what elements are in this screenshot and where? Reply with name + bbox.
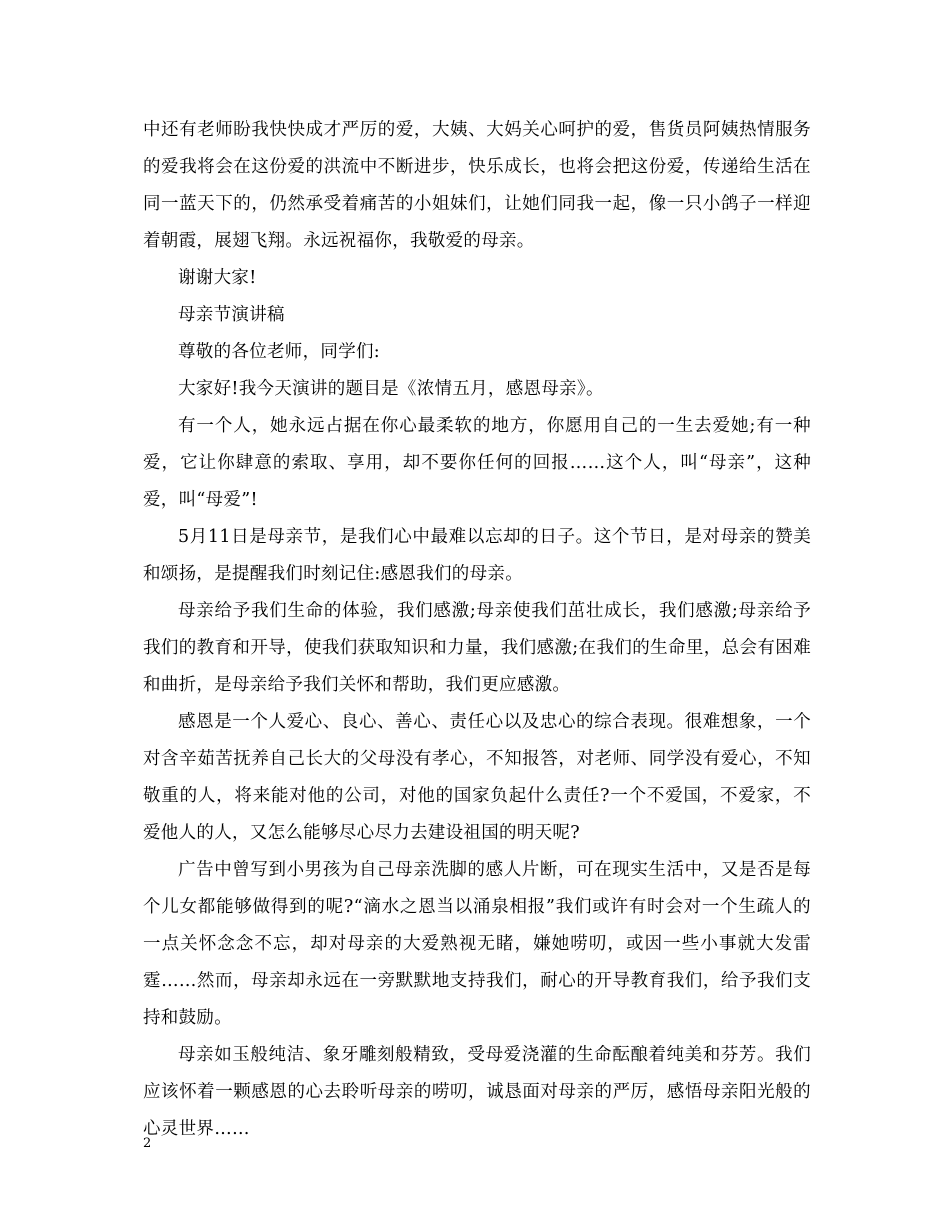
paragraph-greeting: 大家好!我今天演讲的题目是《浓情五月，感恩母亲》。 <box>178 379 604 399</box>
salutation: 尊敬的各位老师，同学们: <box>178 342 380 362</box>
paragraph-continuation: 中还有老师盼我快快成才严厉的爱，大姨、大妈关心呵护的爱，售货员阿姨热情服务的爱我将会在这份爱的洪流中不断进步，快乐成长，也将会把这份爱，传递给生活在同一蓝天下的，仍然承受着痛苦的小姐妹们，让她们同我一起，像一只小鸽子一样迎着朝霞，展翅飞翔。永远祝福你，我敬爱的母亲。 <box>143 120 811 251</box>
paragraph-body: 感恩是一个人爱心、良心、善心、责任心以及忠心的综合表现。很难想象，一个对含辛茹苦抚养自己长大的父母没有孝心，不知报答，对老师、同学没有爱心，不知敬重的人，将来能对他的公司，对他的国家负起什么责任?一个不爱国，不爱家，不爱他人的人，又怎么能够尽心尽力去建设祖国的明天呢? <box>143 712 811 843</box>
paragraph-body: 5月11日是母亲节，是我们心中最难以忘却的日子。这个节日，是对母亲的赞美和颂扬，是提醒我们时刻记住:感恩我们的母亲。 <box>143 527 811 584</box>
document-body <box>143 112 811 1148</box>
paragraph-body: 广告中曾写到小男孩为自己母亲洗脚的感人片断，可在现实生活中，又是否是每个儿女都能够做得到的呢?“滴水之恩当以涌泉相报”我们或许有时会对一个生疏人的一点关怀念念不忘，却对母亲的大爱熟视无睹，嫌她唠叨，或因一些小事就大发雷霆……然而，母亲却永远在一旁默默地支持我们，耐心的开导教育我们，给予我们支持和鼓励。 <box>143 860 811 1028</box>
speech-title: 母亲节演讲稿 <box>178 305 285 325</box>
paragraph-body: 母亲如玉般纯洁、象牙雕刻般精致，受母爱浇灌的生命酝酿着纯美和芬芳。我们应该怀着一颗感恩的心去聆听母亲的唠叨，诚恳面对母亲的严厉，感悟母亲阳光般的心灵世界…… <box>143 1045 811 1139</box>
paragraph-thanks: 谢谢大家! <box>178 268 257 288</box>
paragraph-body: 有一个人，她永远占据在你心最柔软的地方，你愿用自己的一生去爱她;有一种爱，它让你肆意的索取、享用，却不要你任何的回报……这个人，叫“母亲”，这种爱，叫“母爱”! <box>143 416 811 510</box>
paragraph-body: 母亲给予我们生命的体验，我们感激;母亲使我们茁壮成长，我们感激;母亲给予我们的教育和开导，使我们获取知识和力量，我们感激;在我们的生命里，总会有困难和曲折，是母亲给予我们关怀和帮助，我们更应感激。 <box>143 601 811 695</box>
page-number: 2 <box>143 1136 152 1151</box>
